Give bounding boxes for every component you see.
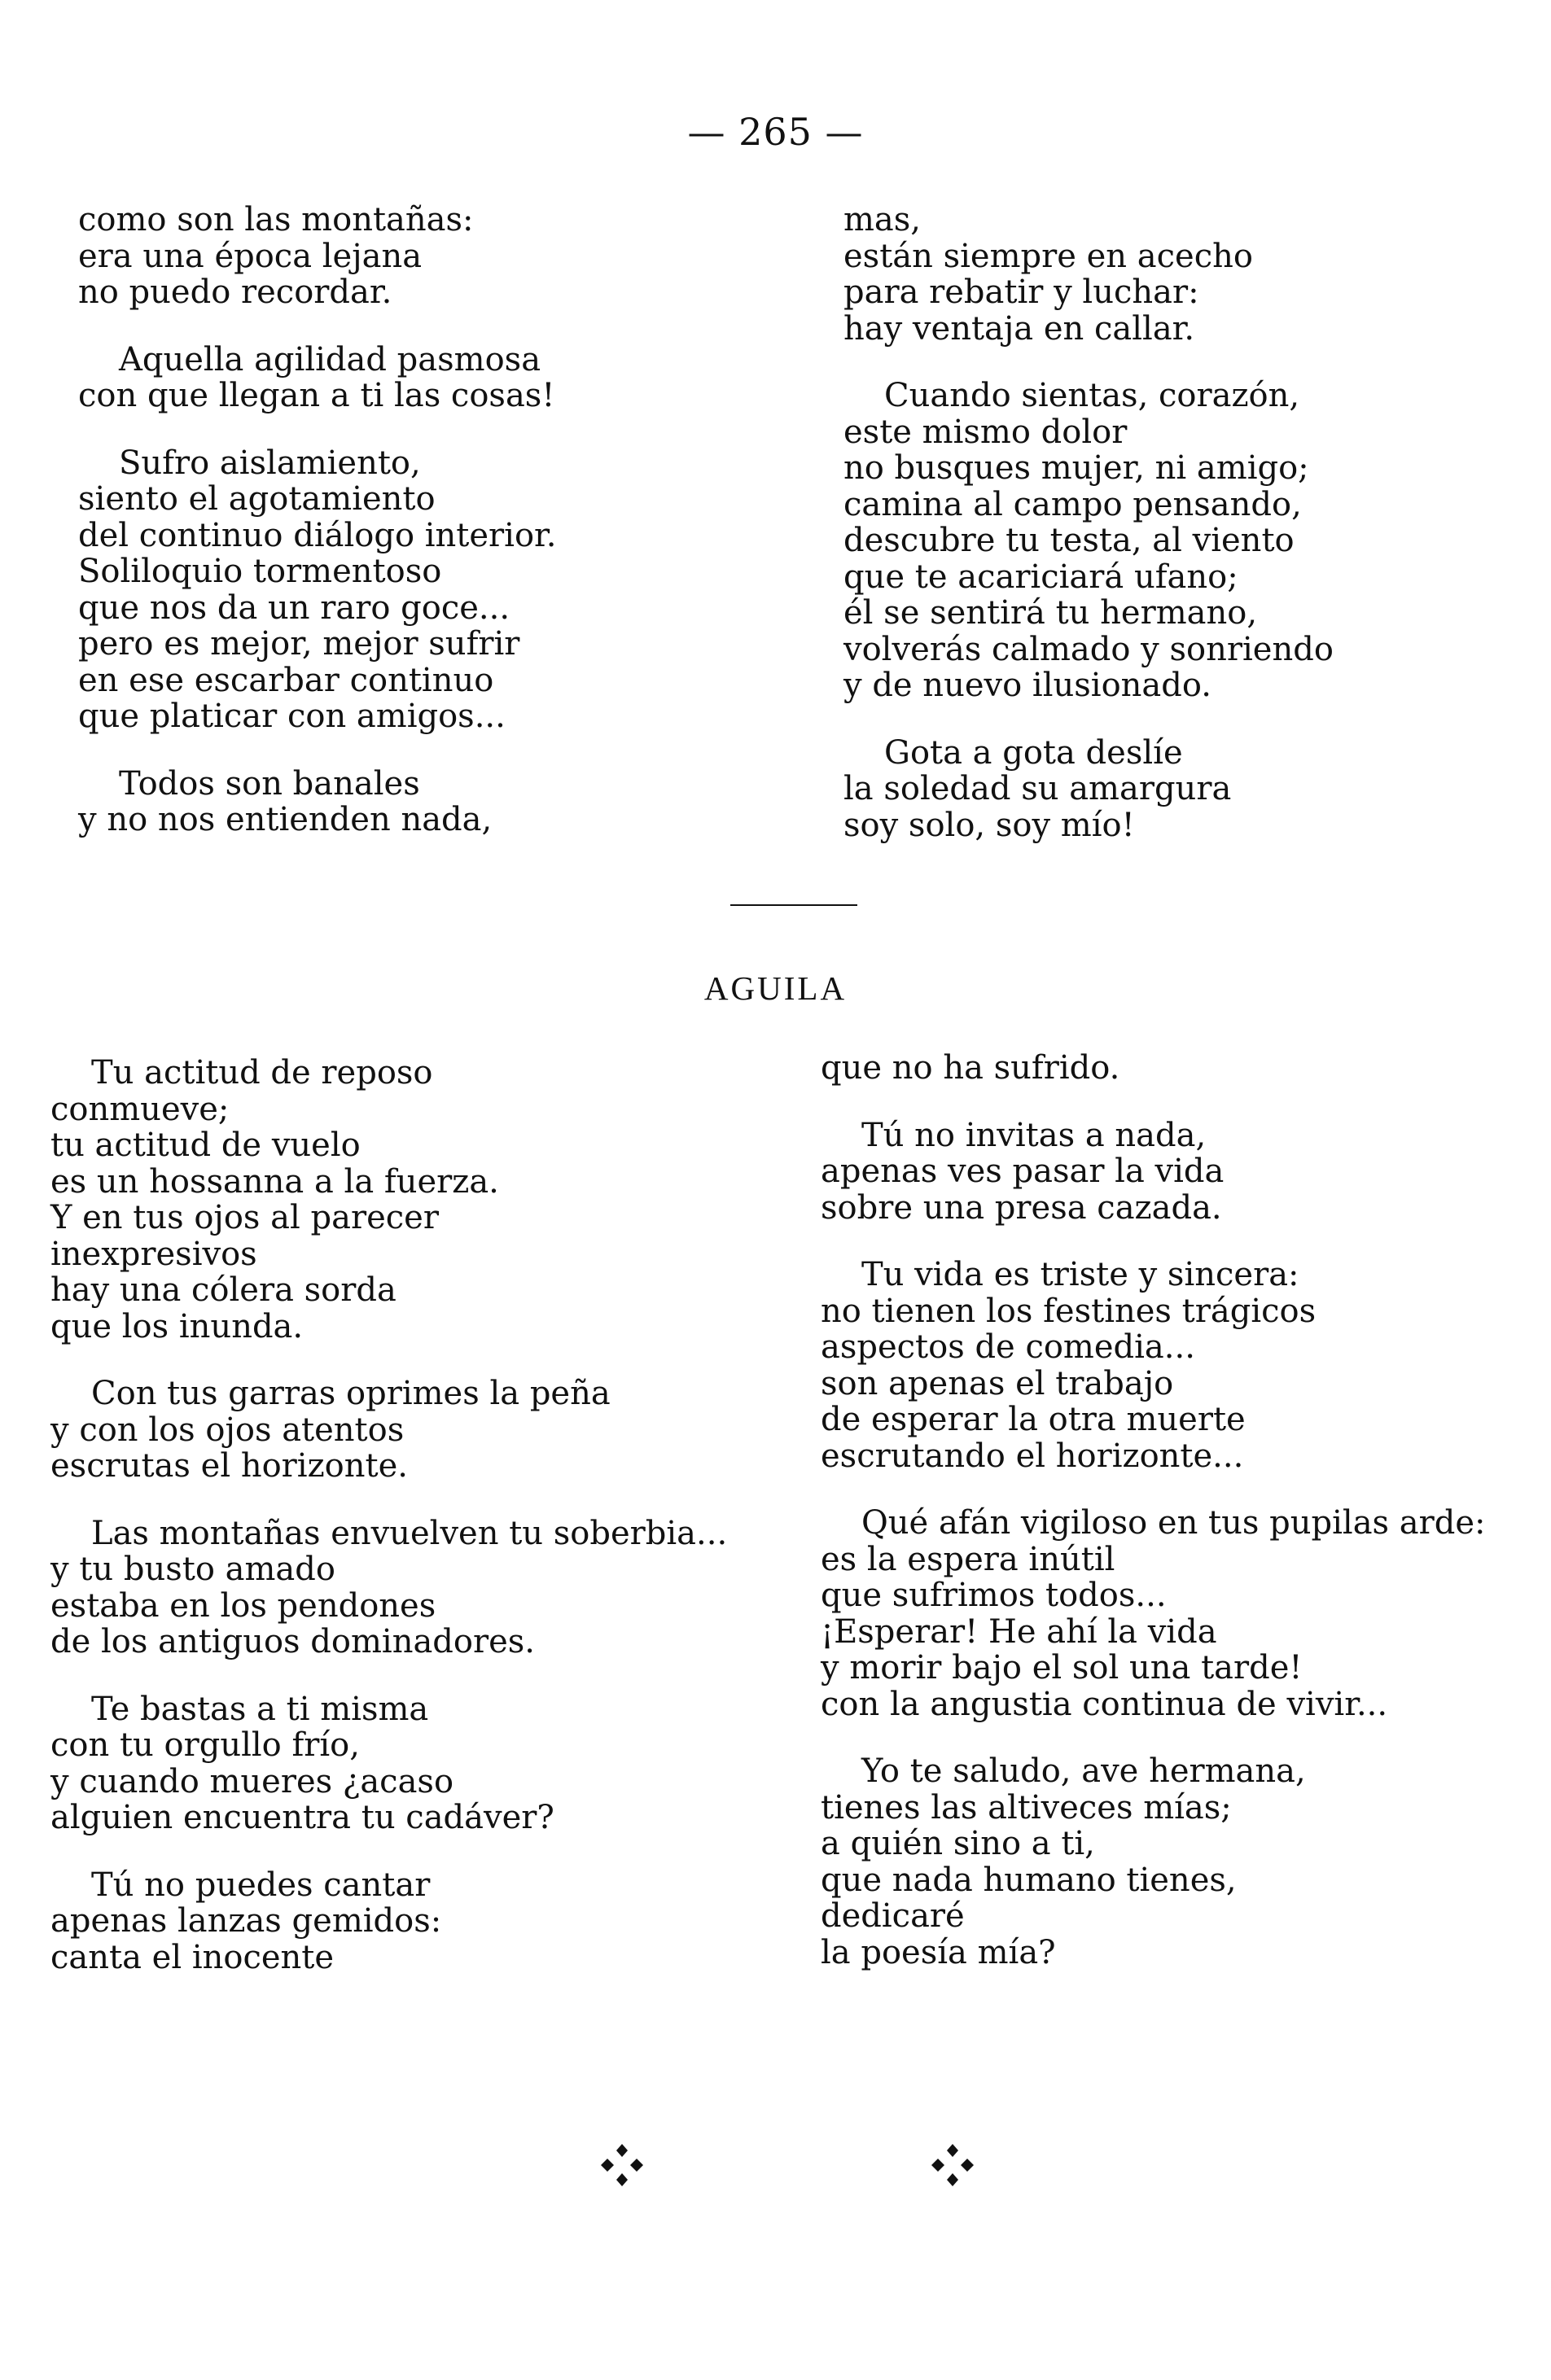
verse-line: Tú no invitas a nada, <box>861 1116 1207 1154</box>
stanza <box>50 1055 727 1345</box>
verse-line: estaba en los pendones <box>50 1586 436 1625</box>
verse-line: pero es mejor, mejor sufrir <box>78 625 520 663</box>
verse-line: y tu busto amado <box>50 1551 335 1588</box>
verse-line: la soledad su amargura <box>843 770 1232 807</box>
stanza <box>50 1376 727 1485</box>
verse-line: inexpresivos <box>50 1235 257 1273</box>
verse-line: apenas ves pasar la vida <box>821 1153 1225 1190</box>
verse-line: escrutando el horizonte... <box>821 1437 1244 1475</box>
verse-line: Gota a gota deslíe <box>884 733 1183 772</box>
verse-line: que nada humano tienes, <box>821 1861 1237 1899</box>
verse-line: no puedo recordar. <box>78 273 392 311</box>
verse-line: para rebatir y luchar: <box>843 273 1199 311</box>
page-number: — 265 — <box>687 110 864 154</box>
verse-line: con tu orgullo frío, <box>50 1726 360 1764</box>
verse-line: escrutas el horizonte. <box>50 1447 408 1485</box>
verse-line: y con los ojos atentos <box>50 1411 405 1449</box>
verse-line: y de nuevo ilusionado. <box>843 667 1211 704</box>
verse-line: hay ventaja en callar. <box>843 309 1195 348</box>
verse-line: Las montañas envuelven tu soberbia... <box>91 1514 728 1552</box>
verse-line: no tienen los festines trágicos <box>821 1292 1317 1330</box>
stanza <box>821 1753 1486 1971</box>
verse-line: Tú no puedes cantar <box>91 1866 431 1904</box>
verse-line: que no ha sufrido. <box>821 1049 1120 1087</box>
verse-line: del continuo diálogo interior. <box>78 516 557 554</box>
verse-line: siento el agotamiento <box>78 480 436 518</box>
stanza <box>843 202 1334 347</box>
verse-line: en ese escarbar continuo <box>78 661 494 699</box>
verse-line: Tu vida es triste y sincera: <box>861 1256 1299 1293</box>
verse-line: Sufro aislamiento, <box>119 444 421 482</box>
verse-line: con la angustia continua de vivir... <box>821 1685 1388 1723</box>
verse-line: descubre tu testa, al viento <box>843 522 1295 559</box>
stanza <box>821 1050 1486 1087</box>
verse-line: con que llegan a ti las cosas! <box>78 377 555 414</box>
verse-line: Tu actitud de reposo <box>91 1054 433 1092</box>
verse-line: canta el inocente <box>50 1938 335 1976</box>
verse-line: volverás calmado y sonriendo <box>843 630 1334 668</box>
verse-line: de esperar la otra muerte <box>821 1401 1246 1438</box>
verse-line: mas, <box>843 201 922 238</box>
stanza <box>50 1691 727 1836</box>
verse-line: Con tus garras oprimes la peña <box>91 1375 611 1412</box>
stanza <box>843 735 1334 844</box>
stanza <box>78 342 556 414</box>
verse-line: y morir bajo el sol una tarde! <box>821 1649 1303 1687</box>
verse-line: como son las montañas: <box>78 201 474 238</box>
verse-line: no busques mujer, ni amigo; <box>843 449 1309 487</box>
verse-line: Te bastas a ti misma <box>91 1690 429 1728</box>
stanza <box>78 445 556 735</box>
poem-column-top-left <box>78 202 556 869</box>
verse-line: aspectos de comedia... <box>821 1328 1195 1366</box>
stanza <box>50 1867 727 1976</box>
verse-line: este mismo dolor <box>843 413 1128 451</box>
verse-line: soy solo, soy mío! <box>843 806 1135 844</box>
section-divider <box>730 904 857 906</box>
verse-line: Y en tus ojos al parecer <box>50 1199 439 1236</box>
verse-line: que platicar con amigos... <box>78 698 506 735</box>
stanza <box>78 766 556 838</box>
verse-line: es la espera inútil <box>821 1540 1115 1578</box>
verse-line: de los antiguos dominadores. <box>50 1623 536 1660</box>
verse-line: que sufrimos todos... <box>821 1577 1167 1614</box>
verse-line: es un hossanna a la fuerza. <box>50 1162 499 1201</box>
stanza <box>843 378 1334 704</box>
stanza <box>821 1257 1486 1474</box>
verse-line: era una época lejana <box>78 237 423 275</box>
poem-column-bottom-left <box>50 1055 727 2006</box>
stanza <box>50 1516 727 1660</box>
verse-line: y cuando mueres ¿acaso <box>50 1762 454 1800</box>
verse-line: que nos da un raro goce... <box>78 588 510 627</box>
verse-line: apenas lanzas gemidos: <box>50 1902 442 1940</box>
verse-line: dedicaré <box>821 1897 965 1935</box>
verse-line: y no nos entienden nada, <box>78 801 493 838</box>
verse-line: Cuando sientas, corazón, <box>884 377 1300 414</box>
four-diamond-ornament-icon <box>928 2141 977 2190</box>
verse-line: Todos son banales <box>119 764 420 803</box>
stanza <box>78 202 556 311</box>
verse-line: tu actitud de vuelo <box>50 1127 361 1164</box>
verse-line: hay una cólera sorda <box>50 1271 397 1309</box>
verse-line: que te acariciará ufano; <box>843 558 1238 596</box>
verse-line: a quién sino a ti, <box>821 1825 1095 1862</box>
stanza <box>821 1118 1486 1227</box>
verse-line: Aquella agilidad pasmosa <box>119 340 541 378</box>
verse-line: Yo te saludo, ave hermana, <box>861 1752 1306 1790</box>
verse-line: ¡Esperar! He ahí la vida <box>821 1612 1217 1651</box>
verse-line: él se sentirá tu hermano, <box>843 594 1258 632</box>
poem-column-bottom-right <box>821 1050 1486 2002</box>
verse-line: que los inunda. <box>50 1307 304 1345</box>
verse-line: están siempre en acecho <box>843 237 1253 275</box>
verse-line: son apenas el trabajo <box>821 1364 1174 1402</box>
poem-title: AGUILA <box>703 969 848 1007</box>
verse-line: camina al campo pensando, <box>843 485 1302 523</box>
verse-line: alguien encuentra tu cadáver? <box>50 1799 554 1836</box>
verse-line: la poesía mía? <box>821 1933 1056 1971</box>
four-diamond-ornament-icon <box>598 2141 646 2190</box>
stanza <box>821 1505 1486 1722</box>
verse-line: Soliloquio tormentoso <box>78 553 442 590</box>
verse-line: sobre una presa cazada. <box>821 1188 1222 1227</box>
verse-line: tienes las altiveces mías; <box>821 1788 1232 1827</box>
poem-column-top-right <box>843 202 1334 874</box>
verse-line: Qué afán vigiloso en tus pupilas arde: <box>861 1504 1486 1542</box>
verse-line: conmueve; <box>50 1090 230 1128</box>
